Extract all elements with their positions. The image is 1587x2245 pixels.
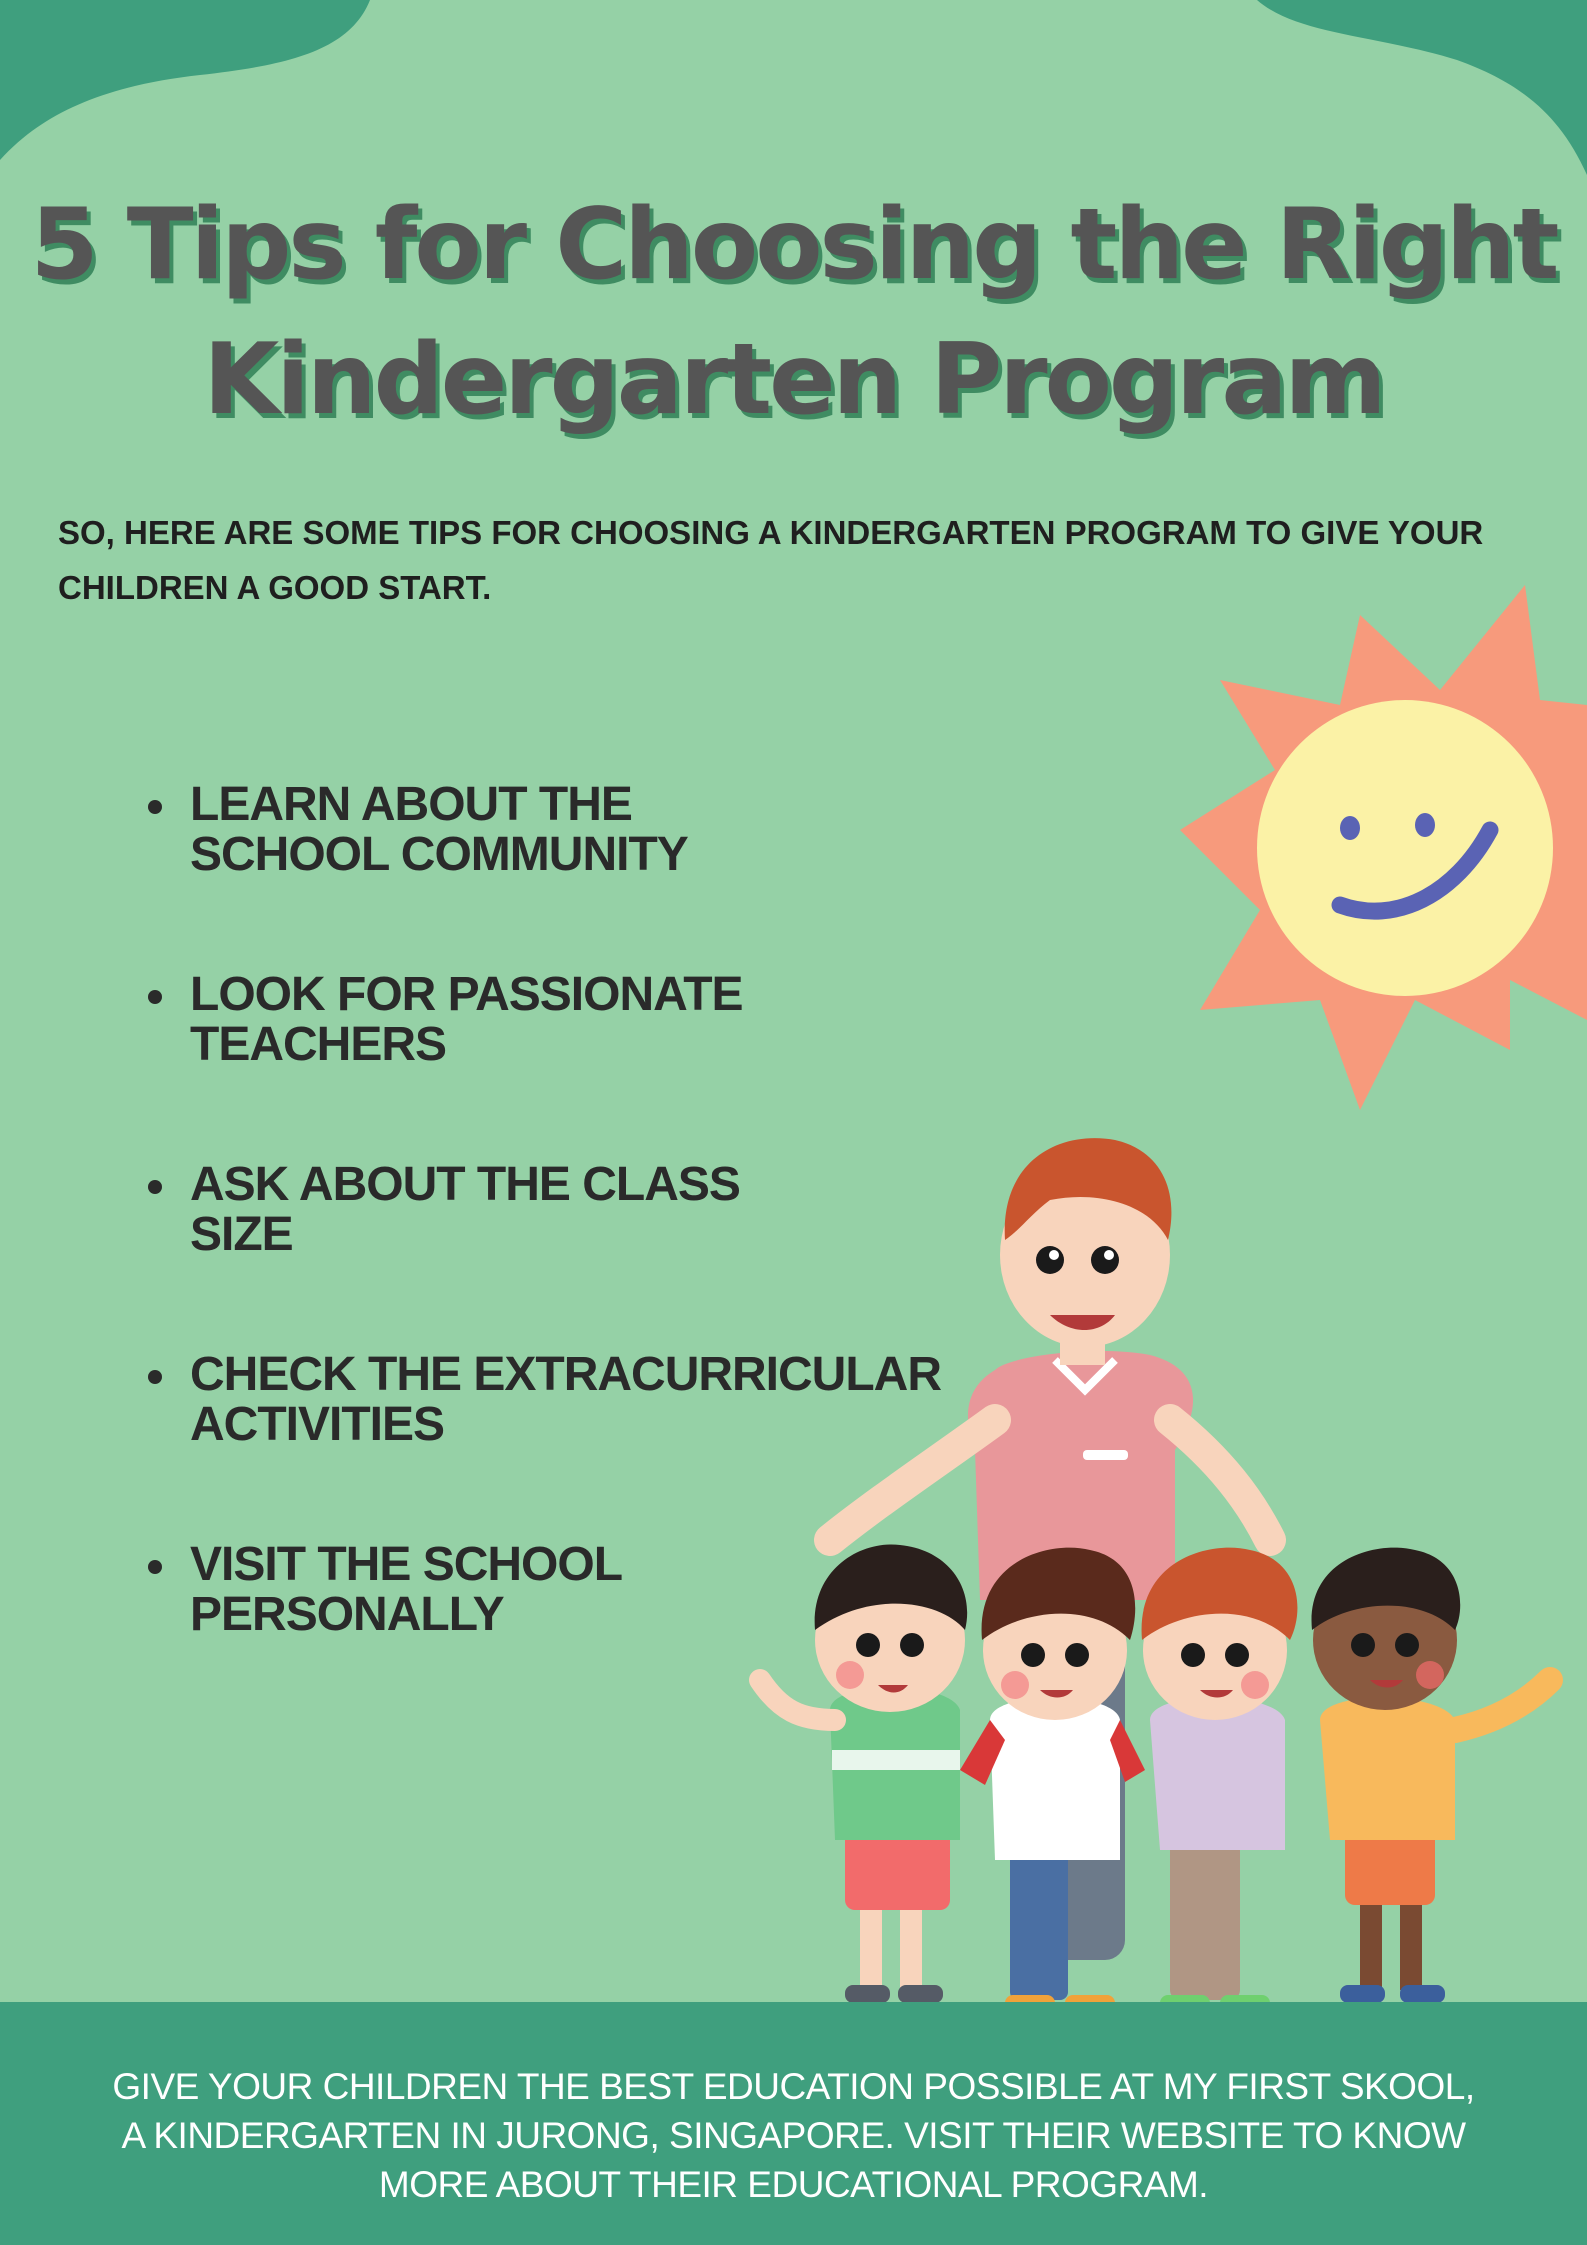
footer-text [80, 2062, 1507, 2209]
tip-line-2: SIZE [190, 1208, 293, 1261]
page-title-line-1: 5 Tips for Choosing the Right [30, 188, 1557, 302]
tip-line-2: TEACHERS [190, 1018, 447, 1071]
child-figure [1142, 1548, 1298, 2013]
bullet-dot-icon [148, 1180, 162, 1194]
tip-line-2: PERSONALLY [190, 1588, 504, 1641]
footer-line-2: A KINDERGARTEN IN JURONG, SINGAPORE. VISIT THEIR WEBSITE TO KNOW [121, 2115, 1466, 2156]
footer-banner [0, 2002, 1587, 2245]
intro-line-1: SO, HERE ARE SOME TIPS FOR CHOOSING A KINDERGARTEN PROGRAM TO GIVE YOUR [58, 514, 1484, 551]
bullet-dot-icon [148, 990, 162, 1004]
corner-blob-top-right [1257, 0, 1587, 175]
page-title [0, 178, 1587, 448]
footer-line-3: MORE ABOUT THEIR EDUCATIONAL PROGRAM. [378, 2164, 1209, 2205]
footer-line-1: GIVE YOUR CHILDREN THE BEST EDUCATION POSSIBLE AT MY FIRST SKOOL, [112, 2066, 1475, 2107]
teacher-and-children-illustration [720, 1120, 1587, 2040]
tip-item [148, 780, 968, 970]
child-figure [1312, 1548, 1550, 2003]
corner-blob-top-left [0, 0, 380, 170]
child-figure [760, 1544, 967, 2003]
tip-line-1: CHECK THE EXTRACURRICULAR [190, 1348, 941, 1401]
bullet-dot-icon [148, 800, 162, 814]
tip-line-1: LEARN ABOUT THE [190, 778, 632, 831]
intro-line-2: CHILDREN A GOOD START. [58, 569, 492, 606]
smiling-sun-icon [1180, 580, 1587, 1115]
tip-line-1: LOOK FOR PASSIONATE [190, 968, 743, 1021]
tip-line-2: SCHOOL COMMUNITY [190, 828, 688, 881]
bullet-dot-icon [148, 1370, 162, 1384]
tip-line-1: VISIT THE SCHOOL [190, 1538, 623, 1591]
tip-line-2: ACTIVITIES [190, 1398, 445, 1451]
page-title-line-2: Kindergarten Program [203, 323, 1384, 437]
bullet-dot-icon [148, 1560, 162, 1574]
tip-line-1: ASK ABOUT THE CLASS [190, 1158, 740, 1211]
